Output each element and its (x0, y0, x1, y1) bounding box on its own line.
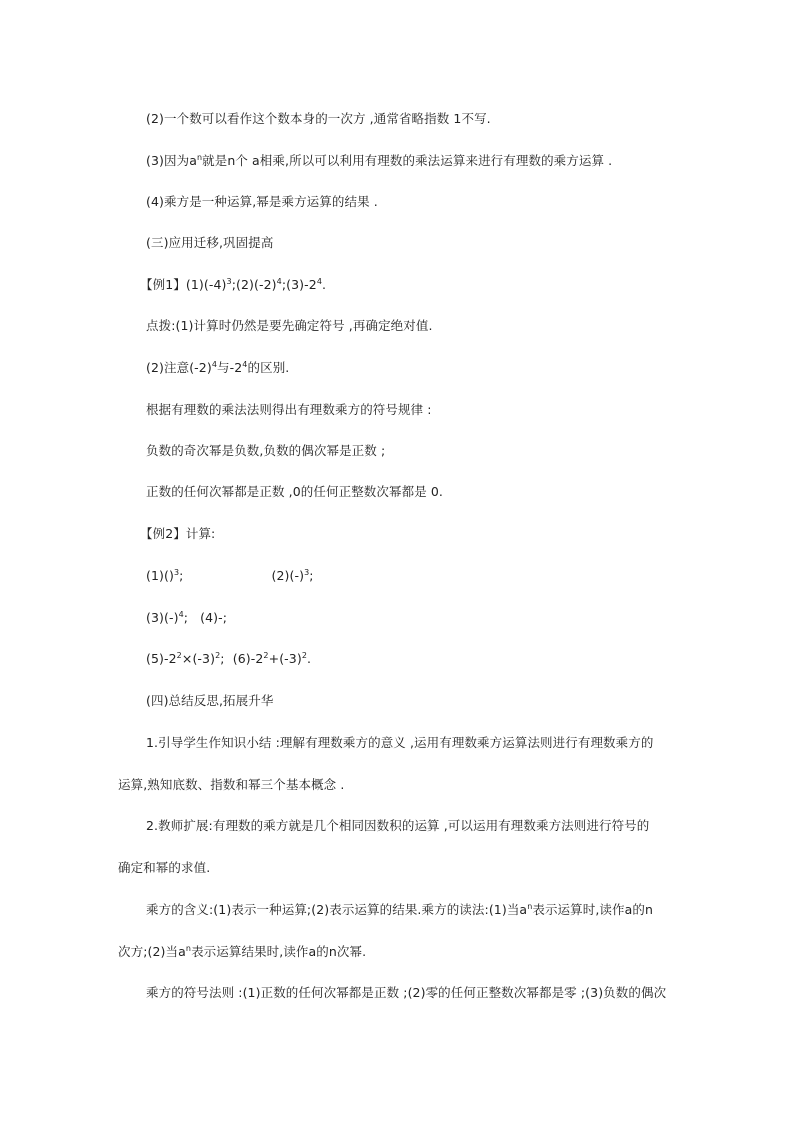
section-heading (146, 693, 273, 709)
text: ×(-3) (181, 651, 216, 666)
paragraph-line (146, 318, 433, 334)
paragraph-line (118, 944, 366, 960)
superscript: 4 (276, 277, 282, 286)
text: +(-3) (268, 651, 302, 666)
superscript: 2 (263, 651, 269, 660)
paragraph-line (146, 153, 612, 169)
text: 乘方的含义:(1)表示一种运算;(2)表示运算的结果.乘方的读法:(1)当a (146, 902, 528, 917)
text: 表示运算结果时,读作a的n次幂. (191, 944, 367, 959)
text: 运算,熟知底数、指数和幂三个基本概念 . (118, 777, 345, 792)
text: (4)乘方是一种运算,幂是乘方运算的结果 . (146, 194, 378, 209)
section-heading (146, 235, 273, 251)
text: 【例1】(1)(-4) (140, 277, 227, 292)
text: ;(2)(-2) (231, 277, 277, 292)
text: (5)-2 (146, 651, 177, 666)
text: (四)总结反思,拓展升华 (146, 693, 274, 708)
paragraph-line (146, 194, 378, 210)
text: ; (179, 568, 184, 583)
text: (3)因为a (146, 153, 197, 168)
superscript: 2 (176, 651, 182, 660)
paragraph-line (146, 111, 491, 127)
text: 2.教师扩展:有理数的乘方就是几个相同因数积的运算 ,可以运用有理数乘方法则进行符号的 (146, 818, 650, 833)
exercise-line (146, 610, 227, 626)
text: (3)(-) (146, 610, 179, 625)
superscript: 3 (173, 568, 180, 577)
paragraph-line (146, 902, 653, 918)
superscript: 2 (301, 651, 308, 660)
text: 乘方的符号法则 :(1)正数的任何次幂都是正数 ;(2)零的任何正整数次幂都是零 ;(3)负数的偶次 (146, 985, 667, 1000)
paragraph-line (146, 818, 649, 834)
text: 1.引导学生作知识小结 :理解有理数乘方的意义 ,运用有理数乘方运算法则进行有理数乘方的 (146, 735, 654, 750)
text: 与-2 (217, 360, 243, 375)
text: (4)-; (200, 610, 228, 625)
text: 根据有理数的乘法法则得出有理数乘方的符号规律 : (146, 402, 432, 417)
superscript: 4 (316, 277, 323, 286)
exercise-line (146, 651, 311, 667)
text: 的区别. (247, 360, 290, 375)
exercise-line (146, 568, 314, 584)
text: (2)(-) (271, 568, 305, 583)
text: ; (183, 610, 189, 625)
text: 【例2】计算: (140, 526, 216, 541)
text: 次方;(2)当a (118, 944, 186, 959)
text: 点拨:(1)计算时仍然是要先确定符号 ,再确定绝对值. (146, 318, 433, 333)
paragraph-line (118, 860, 210, 876)
text: (三)应用迁移,巩固提高 (146, 235, 274, 250)
text: (1)() (146, 568, 174, 583)
paragraph-line (118, 777, 344, 793)
text: 确定和幂的求值. (118, 860, 211, 875)
superscript: n (196, 153, 203, 162)
superscript: 3 (304, 568, 310, 577)
example-2 (140, 526, 215, 542)
text: 正数的任何次幂都是正数 ,0的任何正整数次幂都是 0. (146, 484, 444, 499)
example-1 (140, 277, 326, 293)
text: (2)注意(-2) (146, 360, 212, 375)
text: (6)-2 (232, 651, 264, 666)
superscript: 2 (215, 651, 221, 660)
paragraph-line (146, 484, 443, 500)
text: 负数的奇次幂是负数,负数的偶次幂是正数 ; (146, 443, 386, 458)
paragraph-line (146, 360, 289, 376)
paragraph-line (146, 443, 385, 459)
text: 就是n个 a相乘,所以可以利用有理数的乘法运算来进行有理数的乘方运算 . (202, 153, 613, 168)
text: 表示运算时,读作a的n (532, 902, 654, 917)
text: ;(3)-2 (281, 277, 317, 292)
superscript: 4 (242, 360, 248, 369)
superscript: n (185, 944, 192, 953)
superscript: 4 (211, 360, 218, 369)
text: . (307, 651, 312, 666)
paragraph-line (146, 735, 653, 751)
superscript: n (527, 902, 533, 911)
text: ; (309, 568, 314, 583)
superscript: 3 (226, 277, 232, 286)
text: . (322, 277, 327, 292)
superscript: 4 (178, 610, 184, 619)
paragraph-line (146, 402, 432, 418)
text: (2)一个数可以看作这个数本身的一次方 ,通常省略指数 1不写. (146, 111, 491, 126)
text: ; (220, 651, 225, 666)
paragraph-line (146, 985, 666, 1001)
